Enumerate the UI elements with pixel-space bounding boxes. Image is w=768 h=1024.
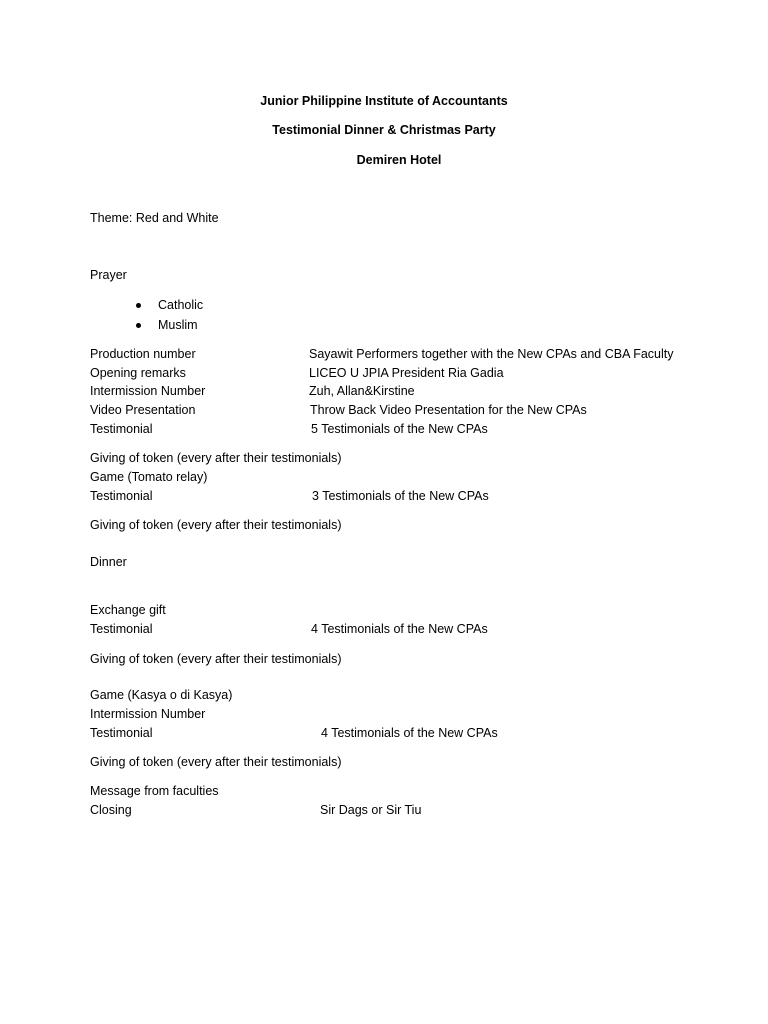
program-detail: 3 Testimonials of the New CPAs [312, 489, 489, 503]
program-label: Video Presentation [90, 403, 196, 417]
event-title: Testimonial Dinner & Christmas Party [272, 123, 496, 137]
program-label: Testimonial [90, 726, 153, 740]
program-detail: LICEO U JPIA President Ria Gadia [309, 366, 504, 380]
program-detail: Sir Dags or Sir Tiu [320, 803, 422, 817]
prayer-label: Prayer [90, 268, 127, 282]
prayer-item-catholic: Catholic [158, 298, 204, 312]
token-line: Giving of token (every after their testimonials) [90, 451, 342, 465]
bullet-icon [136, 323, 141, 328]
token-line: Giving of token (every after their testimonials) [90, 755, 342, 769]
org-title: Junior Philippine Institute of Accountants [260, 94, 508, 108]
program-label: Opening remarks [90, 366, 186, 380]
token-line: Giving of token (every after their testimonials) [90, 518, 342, 532]
game-line: Game (Tomato relay) [90, 470, 208, 484]
game-line: Game (Kasya o di Kasya) [90, 688, 233, 702]
program-label: Testimonial [90, 422, 153, 436]
program-detail: 4 Testimonials of the New CPAs [321, 726, 498, 740]
exchange-line: Exchange gift [90, 603, 166, 617]
program-detail: Zuh, Allan&Kirstine [309, 384, 415, 398]
program-label: Testimonial [90, 622, 153, 636]
theme-line: Theme: Red and White [90, 211, 219, 225]
program-label: Closing [90, 803, 132, 817]
bullet-icon [136, 303, 141, 308]
venue-title: Demiren Hotel [356, 153, 442, 167]
program-label: Testimonial [90, 489, 153, 503]
program-detail: 5 Testimonials of the New CPAs [311, 422, 488, 436]
message-line: Message from faculties [90, 784, 219, 798]
program-detail: Throw Back Video Presentation for the New CPAs [310, 403, 587, 417]
program-label: Intermission Number [90, 384, 206, 398]
dinner-line: Dinner [90, 555, 127, 569]
token-line: Giving of token (every after their testimonials) [90, 652, 342, 666]
program-detail: 4 Testimonials of the New CPAs [311, 622, 488, 636]
prayer-item-muslim: Muslim [158, 318, 198, 332]
intermission-line: Intermission Number [90, 707, 206, 721]
program-label: Production number [90, 347, 196, 361]
program-detail: Sayawit Performers together with the New CPAs and CBA Faculty [309, 347, 674, 361]
